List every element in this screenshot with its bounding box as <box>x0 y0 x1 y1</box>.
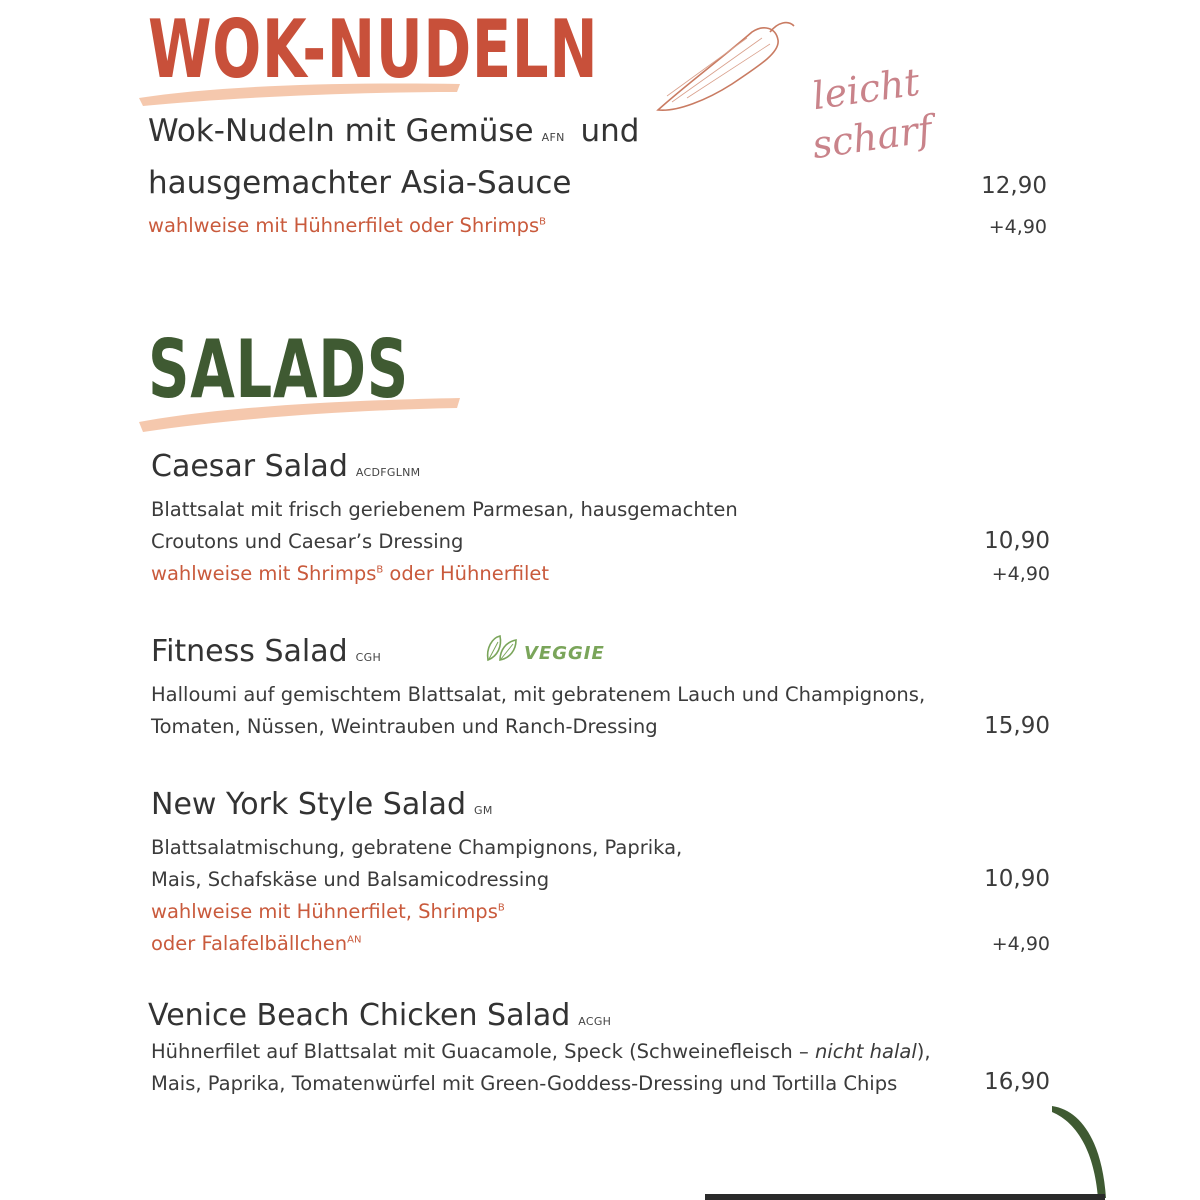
newyork-option-price: +4,90 <box>991 933 1050 955</box>
newyork-salad-title: New York Style Salad GM <box>151 787 493 822</box>
spice-label-leicht: leicht <box>809 59 923 119</box>
wok-dish-price: 12,90 <box>981 173 1047 199</box>
newyork-option-line2: oder Falafelbällchen$^{AN}$ <box>151 932 362 955</box>
leaf-icon <box>484 634 518 664</box>
fitness-desc-line2: Tomaten, Nüssen, Weintrauben und Ranch-Dressing <box>151 715 658 738</box>
caesar-allergen-codes: ACDFGLNM <box>355 466 421 479</box>
caesar-desc-line2: Croutons und Caesar’s Dressing <box>151 530 464 553</box>
caesar-price: 10,90 <box>984 528 1050 554</box>
wok-dish-title-line2: hausgemachter Asia-Sauce <box>148 165 572 201</box>
newyork-desc-line1: Blattsalatmischung, gebratene Champignons, Paprika, <box>151 836 683 859</box>
wok-dish-title: Wok-Nudeln mit Gemüse <box>148 113 534 149</box>
section-heading-salads: SALADS <box>148 323 409 416</box>
caesar-desc-line1: Blattsalat mit frisch geriebenem Parmesan, hausgemachten <box>151 498 738 521</box>
venice-allergen-codes: ACGH <box>578 1015 612 1028</box>
bottom-divider <box>705 1194 1105 1200</box>
fitness-allergen-codes: CGH <box>355 651 382 664</box>
caesar-option-price: +4,90 <box>991 563 1050 585</box>
section-heading-wok: WOK-NUDELN <box>148 3 599 96</box>
wok-allergen-codes: AFN <box>541 131 565 144</box>
venice-salad-title: Venice Beach Chicken Salad ACGH <box>148 998 612 1033</box>
venice-desc-line2: Mais, Paprika, Tomatenwürfel mit Green-Goddess-Dressing und Tortilla Chips <box>151 1072 898 1095</box>
decorative-plant-icon <box>1040 1100 1120 1200</box>
wok-option-price: +4,90 <box>988 216 1047 238</box>
fitness-salad-title: Fitness Salad CGH <box>151 634 382 669</box>
veggie-badge: VEGGIE <box>524 643 605 664</box>
fitness-desc-line1: Halloumi auf gemischtem Blattsalat, mit gebratenem Lauch und Champignons, <box>151 683 926 706</box>
chili-pepper-icon <box>652 18 797 116</box>
newyork-desc-line2: Mais, Schafskäse und Balsamicodressing <box>151 868 550 891</box>
venice-desc-line1: Hühnerfilet auf Blattsalat mit Guacamole, Speck (Schweinefleisch – nicht halal), <box>151 1040 931 1063</box>
newyork-allergen-codes: GM <box>474 804 493 817</box>
caesar-option: wahlweise mit Shrimps$^B$ oder Hühnerfilet <box>151 562 550 585</box>
fitness-price: 15,90 <box>984 713 1050 739</box>
caesar-salad-title: Caesar Salad ACDFGLNM <box>151 449 421 484</box>
wok-dish-title-end: und <box>580 113 640 149</box>
wok-dish-title-line1 <box>148 113 640 149</box>
spice-label-scharf: scharf <box>809 106 935 168</box>
newyork-price: 10,90 <box>984 866 1050 892</box>
newyork-option-line1: wahlweise mit Hühnerfilet, Shrimps$^B$ <box>151 900 505 923</box>
venice-price: 16,90 <box>984 1069 1050 1095</box>
wok-dish-option: wahlweise mit Hühnerfilet oder Shrimps$^B$ <box>148 214 547 237</box>
